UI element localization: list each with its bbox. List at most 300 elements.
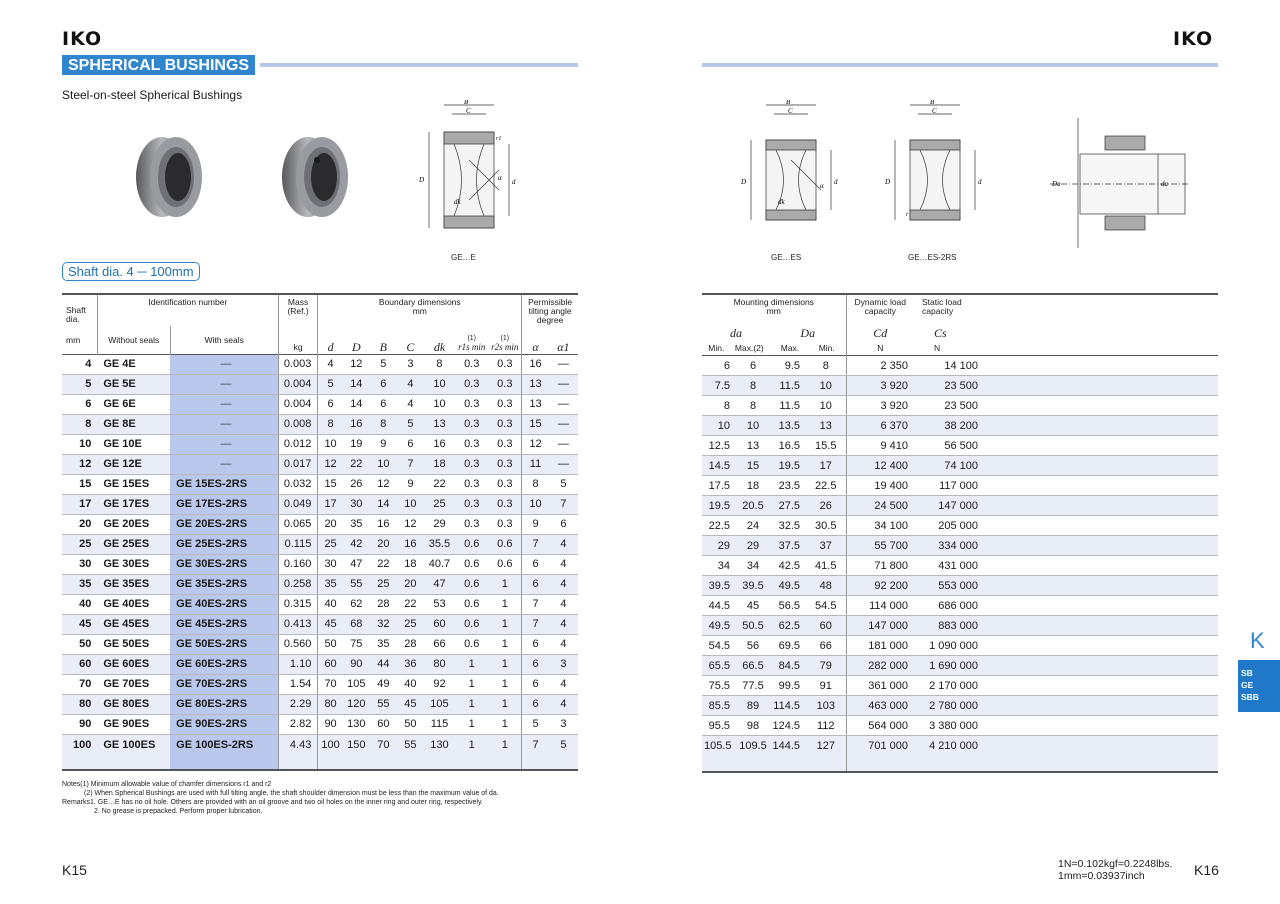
cell-seal: GE 30ES-2RS	[170, 554, 278, 574]
cell-d: 10	[318, 434, 343, 454]
cell-d: 45	[318, 614, 343, 634]
cell-a1: 4	[549, 594, 578, 614]
cell-d: 4	[318, 354, 343, 374]
cell-noseal: GE 40ES	[97, 594, 170, 614]
cell-r2: 1	[488, 694, 521, 714]
cell-mass: 0.032	[278, 474, 318, 494]
table-row	[62, 634, 578, 654]
hdr-tilt-unit: degree	[536, 315, 564, 325]
cell-dk: 47	[424, 574, 455, 594]
cell-seal: —	[170, 354, 278, 374]
cell-seal: GE 40ES-2RS	[170, 594, 278, 614]
cell-shaft: 25	[62, 534, 97, 554]
cell-cs: 3 380 000	[914, 716, 984, 736]
cell-cd: 34 100	[846, 516, 914, 536]
hdr-boundary-unit: mm	[412, 306, 427, 316]
cell-da_max: 98	[736, 716, 770, 736]
svg-text:r1: r1	[496, 136, 502, 142]
cell-a1: 5	[549, 474, 578, 494]
hdr-with: With seals	[170, 326, 278, 354]
cell-cd: 147 000	[846, 616, 914, 636]
hdr-tilt: Permissible tilting angle	[528, 297, 573, 316]
cell-r2: 1	[488, 614, 521, 634]
cell-C: 22	[397, 594, 424, 614]
cell-a: 6	[522, 574, 549, 594]
cell-C: 5	[397, 414, 424, 434]
cell-Da_min: 15.5	[806, 436, 846, 456]
svg-text:α: α	[498, 174, 502, 182]
cell-spacer	[984, 356, 1218, 376]
cell-r2: 0.3	[488, 454, 521, 474]
bushing-photo-e	[128, 132, 208, 222]
cell-Da_max: 32.5	[770, 516, 806, 536]
hdr-Da-max: Max.	[780, 343, 800, 353]
table-row	[702, 356, 1218, 376]
cell-dk: 8	[424, 354, 455, 374]
table-row	[702, 496, 1218, 516]
cell-seal: GE 35ES-2RS	[170, 574, 278, 594]
cell-a1: 4	[549, 534, 578, 554]
cell-C: 6	[397, 434, 424, 454]
svg-text:B: B	[786, 100, 791, 106]
cell-cd: 9 410	[846, 436, 914, 456]
cell-r2: 0.6	[488, 554, 521, 574]
cell-spacer	[984, 496, 1218, 516]
cell-noseal: GE 50ES	[97, 634, 170, 654]
cell-B: 6	[370, 394, 397, 414]
cell-mass: 0.012	[278, 434, 318, 454]
note-1: Notes(1) Minimum allowable value of chamfer dimensions r1 and r2	[62, 781, 272, 788]
cell-dk: 60	[424, 614, 455, 634]
spec-table-right	[702, 293, 1218, 773]
cell-shaft: 5	[62, 374, 97, 394]
cell-r1: 0.3	[455, 394, 488, 414]
table-row	[62, 474, 578, 494]
cell-B: 55	[370, 694, 397, 714]
cell-B: 12	[370, 474, 397, 494]
cell-r1: 0.3	[455, 514, 488, 534]
cell-da_max: 77.5	[736, 676, 770, 696]
cell-D: 120	[343, 694, 370, 714]
cell-C: 12	[397, 514, 424, 534]
note-2: (2) When Spherical Bushings are used with full tilting angle, the shaft shoulder dimension must be less than the maximum value of da.	[84, 790, 499, 797]
cell-dk: 10	[424, 394, 455, 414]
cell-B: 35	[370, 634, 397, 654]
cell-D: 90	[343, 654, 370, 674]
cell-a: 7	[522, 614, 549, 634]
svg-text:D: D	[419, 176, 425, 184]
cell-C: 40	[397, 674, 424, 694]
cell-Da_min: 22.5	[806, 476, 846, 496]
drawing-ge-es-2rs	[880, 100, 990, 240]
cell-spacer	[984, 536, 1218, 556]
notes	[62, 780, 499, 816]
cell-shaft: 17	[62, 494, 97, 514]
table-row	[62, 734, 578, 770]
cell-da_min: 75.5	[702, 676, 736, 696]
hdr-dk: dk	[433, 339, 446, 354]
cell-seal: —	[170, 394, 278, 414]
cell-shaft: 8	[62, 414, 97, 434]
cell-dk: 66	[424, 634, 455, 654]
cell-Da_max: 37.5	[770, 536, 806, 556]
side-tab-sb[interactable]: SB	[1241, 668, 1253, 678]
cell-cd: 12 400	[846, 456, 914, 476]
hdr-D: D	[351, 339, 361, 354]
cell-Da_min: 48	[806, 576, 846, 596]
cell-spacer	[984, 436, 1218, 456]
cell-mass: 4.43	[278, 734, 318, 770]
cell-cd: 3 920	[846, 376, 914, 396]
table-row	[702, 696, 1218, 716]
cell-Da_max: 84.5	[770, 656, 806, 676]
cell-D: 12	[343, 354, 370, 374]
cell-noseal: GE 100ES	[97, 734, 170, 770]
table-row	[62, 654, 578, 674]
cell-da_min: 17.5	[702, 476, 736, 496]
cell-Da_max: 23.5	[770, 476, 806, 496]
cell-da_min: 95.5	[702, 716, 736, 736]
cell-D: 150	[343, 734, 370, 770]
cell-D: 14	[343, 394, 370, 414]
cell-d: 8	[318, 414, 343, 434]
hdr-mass-unit: kg	[278, 326, 318, 354]
cell-da_min: 10	[702, 416, 736, 436]
remark-1: Remarks1. GE…E has no oil hole. Others are provided with an oil groove and two oil holes on the inner ring and outer ring, respectively.	[62, 799, 483, 806]
table-row	[62, 694, 578, 714]
cell-seal: GE 15ES-2RS	[170, 474, 278, 494]
page-title: SPHERICAL BUSHINGS	[62, 55, 255, 75]
cell-noseal: GE 20ES	[97, 514, 170, 534]
cell-dk: 18	[424, 454, 455, 474]
cell-cs: 4 210 000	[914, 736, 984, 772]
cell-r2: 1	[488, 594, 521, 614]
cell-da_min: 85.5	[702, 696, 736, 716]
cell-Da_min: 103	[806, 696, 846, 716]
cell-C: 36	[397, 654, 424, 674]
cell-d: 6	[318, 394, 343, 414]
cell-Da_max: 27.5	[770, 496, 806, 516]
cell-dk: 25	[424, 494, 455, 514]
cell-seal: GE 80ES-2RS	[170, 694, 278, 714]
cell-B: 25	[370, 574, 397, 594]
hdr-Da: Da	[800, 326, 816, 340]
cell-cd: 361 000	[846, 676, 914, 696]
cell-mass: 0.003	[278, 354, 318, 374]
table-row	[62, 534, 578, 554]
cell-seal: —	[170, 454, 278, 474]
hdr-shaft-unit: mm	[66, 335, 81, 346]
cell-Da_max: 144.5	[770, 736, 806, 772]
cell-shaft: 90	[62, 714, 97, 734]
cell-cd: 55 700	[846, 536, 914, 556]
table-row	[702, 476, 1218, 496]
table-row	[702, 656, 1218, 676]
cell-seal: GE 60ES-2RS	[170, 654, 278, 674]
cell-cd: 2 350	[846, 356, 914, 376]
cell-mass: 0.049	[278, 494, 318, 514]
cell-cd: 114 000	[846, 596, 914, 616]
cell-C: 25	[397, 614, 424, 634]
cell-D: 35	[343, 514, 370, 534]
cell-da_max: 109.5	[736, 736, 770, 772]
cell-noseal: GE 6E	[97, 394, 170, 414]
table-row	[702, 536, 1218, 556]
cell-noseal: GE 8E	[97, 414, 170, 434]
cell-d: 35	[318, 574, 343, 594]
cell-a: 13	[522, 394, 549, 414]
cell-noseal: GE 4E	[97, 354, 170, 374]
cell-D: 55	[343, 574, 370, 594]
cell-cs: 2 780 000	[914, 696, 984, 716]
cell-r2: 0.3	[488, 394, 521, 414]
table-row	[62, 514, 578, 534]
cell-shaft: 10	[62, 434, 97, 454]
cell-d: 50	[318, 634, 343, 654]
hdr-C: C	[406, 339, 415, 354]
cell-dk: 13	[424, 414, 455, 434]
cell-Da_max: 11.5	[770, 376, 806, 396]
table-row	[702, 636, 1218, 656]
hdr-cs: Cs	[934, 326, 947, 340]
cell-C: 16	[397, 534, 424, 554]
cell-da_max: 13	[736, 436, 770, 456]
cell-Da_min: 112	[806, 716, 846, 736]
cell-spacer	[984, 456, 1218, 476]
cell-a1: —	[549, 414, 578, 434]
cell-shaft: 100	[62, 734, 97, 770]
svg-text:Da: Da	[1052, 180, 1061, 188]
cell-Da_min: 66	[806, 636, 846, 656]
cell-cs: 23 500	[914, 396, 984, 416]
cell-C: 3	[397, 354, 424, 374]
hdr-Da-min: Min.	[818, 343, 835, 353]
cell-cd: 92 200	[846, 576, 914, 596]
table-row	[702, 396, 1218, 416]
cell-r2: 1	[488, 674, 521, 694]
cell-Da_max: 19.5	[770, 456, 806, 476]
cell-mass: 0.004	[278, 374, 318, 394]
svg-text:d: d	[834, 178, 838, 186]
hdr-note1-a: (1)	[467, 334, 476, 342]
cell-cd: 282 000	[846, 656, 914, 676]
cell-mass: 0.160	[278, 554, 318, 574]
cell-D: 42	[343, 534, 370, 554]
cell-r2: 0.3	[488, 474, 521, 494]
cell-C: 45	[397, 694, 424, 714]
cell-D: 75	[343, 634, 370, 654]
cell-cs: 431 000	[914, 556, 984, 576]
cell-seal: GE 45ES-2RS	[170, 614, 278, 634]
cell-a1: —	[549, 454, 578, 474]
cell-r2: 1	[488, 634, 521, 654]
cell-B: 16	[370, 514, 397, 534]
cell-d: 12	[318, 454, 343, 474]
cell-dk: 22	[424, 474, 455, 494]
cell-r1: 0.6	[455, 574, 488, 594]
hdr-cd: Cd	[873, 326, 888, 340]
cell-B: 6	[370, 374, 397, 394]
cell-d: 25	[318, 534, 343, 554]
cell-da_min: 22.5	[702, 516, 736, 536]
cell-a1: 3	[549, 654, 578, 674]
iko-logo-left: IKO	[62, 28, 103, 50]
cell-cd: 71 800	[846, 556, 914, 576]
table-row	[702, 456, 1218, 476]
hdr-B: B	[379, 339, 388, 354]
cell-Da_max: 124.5	[770, 716, 806, 736]
table-row	[62, 454, 578, 474]
cell-Da_min: 54.5	[806, 596, 846, 616]
cell-cs: 1 690 000	[914, 656, 984, 676]
cell-B: 32	[370, 614, 397, 634]
cell-cd: 24 500	[846, 496, 914, 516]
svg-text:B: B	[464, 100, 469, 106]
cell-Da_max: 16.5	[770, 436, 806, 456]
cell-da_min: 12.5	[702, 436, 736, 456]
cell-D: 62	[343, 594, 370, 614]
cell-noseal: GE 70ES	[97, 674, 170, 694]
cell-Da_min: 91	[806, 676, 846, 696]
cell-a: 6	[522, 694, 549, 714]
cell-da_min: 14.5	[702, 456, 736, 476]
cell-spacer	[984, 716, 1218, 736]
cell-C: 4	[397, 374, 424, 394]
cell-a1: —	[549, 354, 578, 374]
cell-B: 14	[370, 494, 397, 514]
cell-da_max: 15	[736, 456, 770, 476]
cell-cd: 181 000	[846, 636, 914, 656]
cell-shaft: 50	[62, 634, 97, 654]
cell-da_min: 54.5	[702, 636, 736, 656]
cell-r2: 0.3	[488, 354, 521, 374]
table-row	[702, 616, 1218, 636]
cell-da_max: 8	[736, 376, 770, 396]
side-tab-ge[interactable]: GE	[1241, 680, 1254, 690]
cell-da_max: 20.5	[736, 496, 770, 516]
cell-Da_min: 30.5	[806, 516, 846, 536]
hdr-alpha: α	[522, 326, 549, 354]
cell-da_max: 6	[736, 356, 770, 376]
cell-Da_min: 37	[806, 536, 846, 556]
cell-Da_max: 69.5	[770, 636, 806, 656]
cell-D: 105	[343, 674, 370, 694]
cell-da_min: 44.5	[702, 596, 736, 616]
cell-da_min: 34	[702, 556, 736, 576]
shaft-range-badge: Shaft dia. 4 ─ 100mm	[62, 262, 200, 281]
cell-shaft: 45	[62, 614, 97, 634]
cell-a1: 7	[549, 494, 578, 514]
cell-C: 9	[397, 474, 424, 494]
cell-B: 28	[370, 594, 397, 614]
cell-a1: 4	[549, 614, 578, 634]
cell-D: 16	[343, 414, 370, 434]
hdr-mounting-unit: mm	[766, 306, 781, 316]
cell-r1: 1	[455, 674, 488, 694]
cell-B: 20	[370, 534, 397, 554]
cell-shaft: 60	[62, 654, 97, 674]
cell-cs: 38 200	[914, 416, 984, 436]
page-number-right: K16	[1194, 862, 1219, 878]
cell-a: 5	[522, 714, 549, 734]
cell-dk: 40.7	[424, 554, 455, 574]
cell-noseal: GE 15ES	[97, 474, 170, 494]
table-row	[62, 494, 578, 514]
cell-r1: 0.3	[455, 414, 488, 434]
cell-D: 19	[343, 434, 370, 454]
cell-da_max: 56	[736, 636, 770, 656]
hdr-boundary: Boundary dimensions	[378, 297, 461, 307]
cell-spacer	[984, 396, 1218, 416]
svg-text:C: C	[788, 107, 793, 115]
side-tab-letter[interactable]: K	[1250, 628, 1265, 653]
cell-C: 50	[397, 714, 424, 734]
cell-cs: 553 000	[914, 576, 984, 596]
hdr-dyn: Dynamic load capacity	[846, 294, 914, 326]
table-row	[702, 416, 1218, 436]
cell-Da_max: 99.5	[770, 676, 806, 696]
table-row	[62, 674, 578, 694]
cell-D: 47	[343, 554, 370, 574]
drawing-mounting	[1050, 118, 1190, 248]
cell-da_min: 39.5	[702, 576, 736, 596]
cell-shaft: 6	[62, 394, 97, 414]
cell-Da_max: 56.5	[770, 596, 806, 616]
conversion-force: 1N=0.102kgf=0.2248lbs.	[1058, 858, 1173, 870]
side-tab-sbb[interactable]: SBB	[1241, 692, 1259, 702]
cell-B: 44	[370, 654, 397, 674]
cell-da_min: 49.5	[702, 616, 736, 636]
cell-C: 28	[397, 634, 424, 654]
cell-C: 18	[397, 554, 424, 574]
cell-seal: —	[170, 374, 278, 394]
cell-cs: 883 000	[914, 616, 984, 636]
cell-d: 30	[318, 554, 343, 574]
svg-text:D: D	[885, 178, 891, 186]
cell-Da_min: 26	[806, 496, 846, 516]
svg-text:r: r	[906, 212, 909, 218]
cell-C: 10	[397, 494, 424, 514]
cell-da_max: 8	[736, 396, 770, 416]
cell-cd: 701 000	[846, 736, 914, 772]
cell-r1: 0.6	[455, 594, 488, 614]
cell-r2: 0.3	[488, 514, 521, 534]
cell-da_max: 50.5	[736, 616, 770, 636]
cell-Da_max: 42.5	[770, 556, 806, 576]
cell-noseal: GE 80ES	[97, 694, 170, 714]
cell-r2: 0.6	[488, 534, 521, 554]
svg-text:d: d	[978, 178, 982, 186]
cell-spacer	[984, 736, 1218, 772]
cell-dk: 115	[424, 714, 455, 734]
cell-noseal: GE 35ES	[97, 574, 170, 594]
svg-text:D: D	[741, 178, 747, 186]
cell-r1: 1	[455, 694, 488, 714]
cell-Da_min: 8	[806, 356, 846, 376]
cell-da_max: 66.5	[736, 656, 770, 676]
cell-r1: 0.3	[455, 494, 488, 514]
cell-a: 13	[522, 374, 549, 394]
hdr-da: da	[730, 326, 742, 340]
side-tab-box[interactable]	[1238, 660, 1280, 712]
cell-spacer	[984, 376, 1218, 396]
cell-a1: —	[549, 374, 578, 394]
cell-cs: 14 100	[914, 356, 984, 376]
cell-dk: 92	[424, 674, 455, 694]
cell-da_min: 105.5	[702, 736, 736, 772]
cell-spacer	[984, 516, 1218, 536]
hdr-alpha1: α1	[557, 339, 570, 354]
